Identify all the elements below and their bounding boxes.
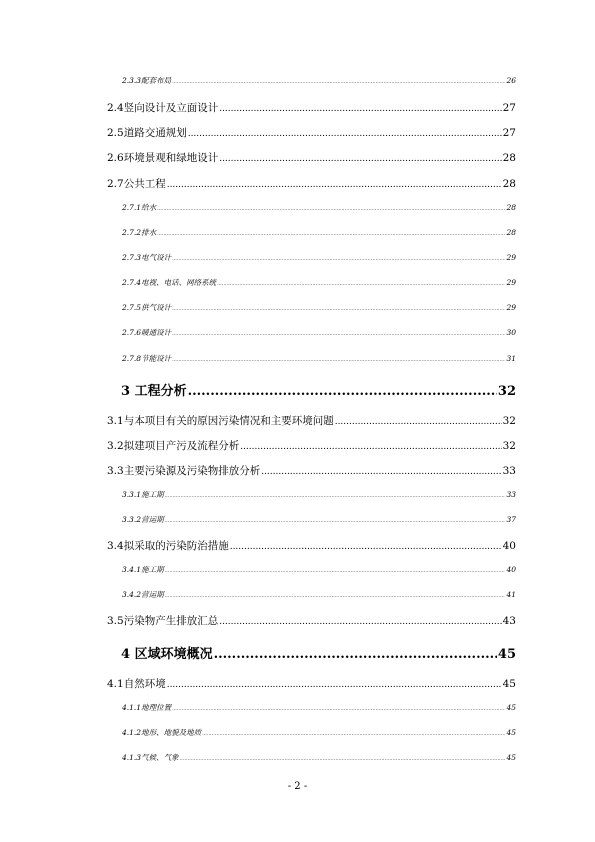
toc-chapter-entry[interactable] [121,648,516,661]
toc-subsection-entry[interactable] [122,491,516,499]
toc-subsection-entry[interactable] [122,355,516,363]
toc-dot-leader [230,543,502,552]
toc-entry-page: 45 [506,753,516,762]
toc-dot-leader [165,519,506,524]
toc-dot-leader [172,307,505,312]
toc-entry-page: 32 [502,415,516,427]
toc-dot-leader [188,385,497,398]
toc-entry-page: 30 [506,328,516,337]
toc-entry-title: 4.1自然环境 [107,678,166,690]
toc-entry-page: 28 [502,178,516,190]
toc-section-entry[interactable] [107,616,516,627]
toc-entry-title: 4 区域环境概况 [121,647,213,662]
toc-entry-page: 32 [497,384,516,399]
toc-dot-leader [219,105,501,114]
toc-subsection-entry[interactable] [122,754,516,762]
toc-entry-title: 3.4.2营运期 [122,590,164,599]
toc-subsection-entry[interactable] [122,304,516,312]
toc-entry-page: 27 [502,127,516,139]
toc-dot-leader [167,681,502,690]
toc-dot-leader [165,494,506,499]
toc-entry-title: 3.4拟采取的污染防治措施 [107,540,229,552]
toc-entry-title: 2.5道路交通规划 [107,127,187,139]
toc-dot-leader [240,443,501,452]
toc-dot-leader [167,181,502,190]
toc-entry-title: 3 工程分析 [121,384,187,399]
toc-section-entry[interactable] [107,103,516,114]
toc-dot-leader [217,282,505,287]
toc-entry-title: 2.7.8节能设计 [122,354,172,363]
toc-entry-title: 2.7.2排水 [122,228,157,237]
toc-dot-leader [261,468,501,477]
toc-entry-title: 2.7.6暖通设计 [122,328,172,337]
toc-entry-page: 40 [506,565,516,574]
toc-entry-title: 3.5污染物产生排放汇总 [107,615,219,627]
toc-entry-title: 2.7.3电气设计 [122,253,172,262]
toc-entry-page: 28 [506,228,516,237]
toc-entry-page: 45 [506,703,516,712]
toc-subsection-entry[interactable] [122,516,516,524]
toc-dot-leader [202,732,505,737]
toc-section-entry[interactable] [107,153,516,164]
toc-entry-page: 45 [506,728,516,737]
toc-section-entry[interactable] [107,541,516,552]
toc-dot-leader [157,207,505,212]
toc-dot-leader [335,418,502,427]
toc-section-entry[interactable] [107,441,516,452]
toc-entry-title: 3.1与本项目有关的原因污染情况和主要环境问题 [107,415,334,427]
toc-entry-title: 4.1.3气候、气象 [122,753,179,762]
toc-subsection-entry[interactable] [122,229,516,237]
toc-section-entry[interactable] [107,679,516,690]
toc-subsection-entry[interactable] [122,704,516,712]
toc-subsection-entry[interactable] [122,77,516,85]
toc-entry-page: 40 [502,540,516,552]
toc-entry-title: 3.4.1施工期 [122,565,164,574]
toc-entry-page: 41 [506,590,516,599]
toc-section-entry[interactable] [107,128,516,139]
toc-section-entry[interactable] [107,416,516,427]
toc-dot-leader [172,332,505,337]
toc-entry-page: 29 [506,278,516,287]
toc-dot-leader [172,707,505,712]
toc-dot-leader [172,358,505,363]
toc-subsection-entry[interactable] [122,566,516,574]
toc-subsection-entry[interactable] [122,329,516,337]
toc-entry-page: 28 [506,203,516,212]
toc-entry-title: 2.4竖向设计及立面设计 [107,102,219,114]
toc-entry-page: 45 [497,647,516,662]
toc-entry-title: 4.1.2地形、地貌及地质 [122,728,202,737]
toc-entry-page: 29 [506,253,516,262]
toc-subsection-entry[interactable] [122,279,516,287]
toc-entry-page: 27 [502,102,516,114]
toc-chapter-entry[interactable] [121,385,516,398]
toc-dot-leader [157,232,505,237]
toc-entry-title: 2.7.5供气设计 [122,303,172,312]
toc-entry-title: 2.3.3配套布局 [122,76,172,85]
toc-subsection-entry[interactable] [122,254,516,262]
toc-dot-leader [172,80,505,85]
toc-entry-page: 29 [506,303,516,312]
page-number: - 2 - [287,781,308,792]
toc-entry-title: 3.3.2营运期 [122,515,164,524]
toc-entry-title: 2.7公共工程 [107,178,166,190]
toc-entry-title: 3.2拟建项目产污及流程分析 [107,440,240,452]
toc-entry-title: 3.3.1施工期 [122,490,164,499]
toc-entry-page: 33 [502,465,516,477]
toc-dot-leader [165,594,506,599]
toc-entry-page: 45 [502,678,516,690]
toc-entry-page: 31 [506,354,516,363]
toc-dot-leader [214,648,497,661]
toc-entry-page: 37 [506,515,516,524]
toc-dot-leader [180,757,506,762]
toc-entry-title: 3.3主要污染源及污染物排放分析 [107,465,261,477]
toc-subsection-entry[interactable] [122,729,516,737]
toc-dot-leader [172,257,505,262]
toc-dot-leader [219,155,501,164]
toc-section-entry[interactable] [107,179,516,190]
toc-entry-title: 2.6环境景观和绿地设计 [107,152,219,164]
toc-entry-page: 33 [506,490,516,499]
toc-dot-leader [219,618,501,627]
toc-subsection-entry[interactable] [122,204,516,212]
toc-entry-page: 28 [502,152,516,164]
toc-entry-title: 2.7.1给水 [122,203,157,212]
toc-entry-page: 43 [502,615,516,627]
toc-entry-title: 4.1.1地理位置 [122,703,172,712]
toc-entry-title: 2.7.4电视、电话、网络系统 [122,278,217,287]
toc-section-entry[interactable] [107,466,516,477]
toc-entry-page: 26 [506,76,516,85]
toc-entry-page: 32 [502,440,516,452]
toc-dot-leader [188,130,502,139]
toc-subsection-entry[interactable] [122,591,516,599]
toc-dot-leader [165,569,506,574]
